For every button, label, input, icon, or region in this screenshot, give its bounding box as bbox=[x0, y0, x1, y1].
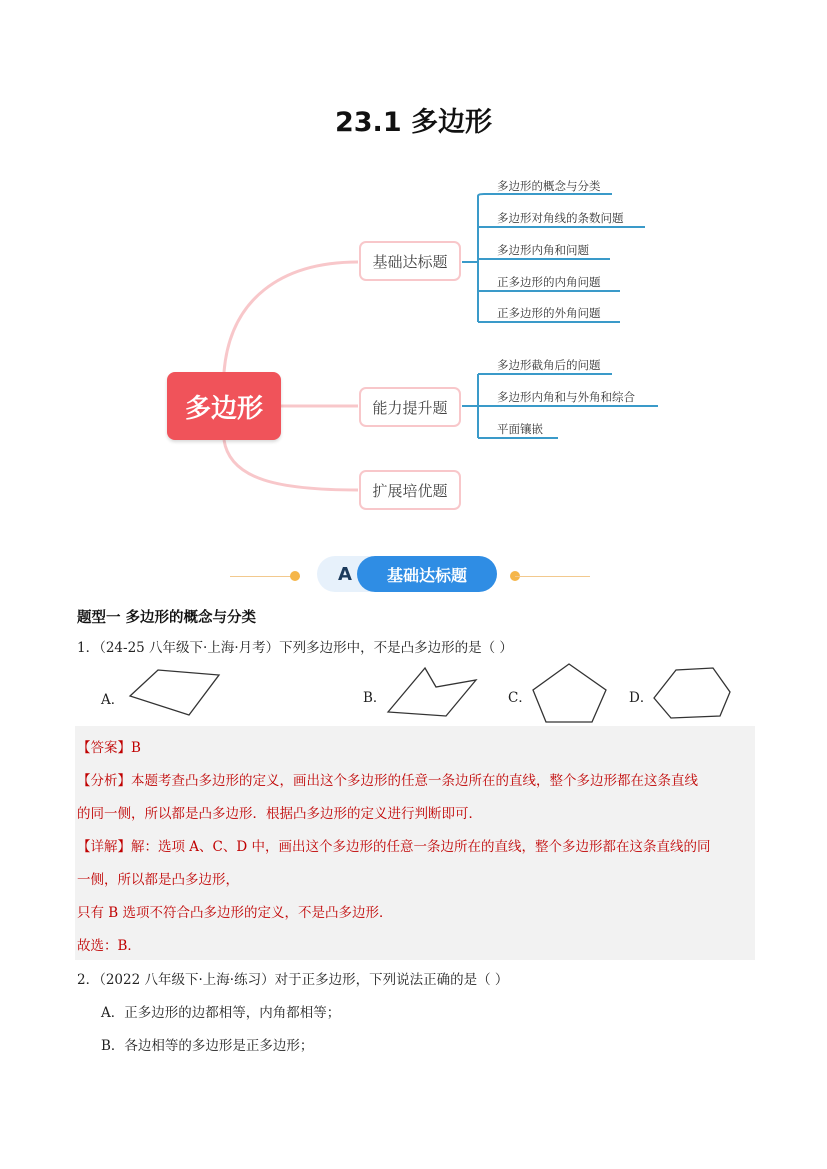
mind-map-branch-basic: 基础达标题 bbox=[359, 241, 461, 281]
choice-line: 故选：B． bbox=[77, 938, 141, 954]
q1-option-c-shape bbox=[528, 660, 612, 726]
q1-option-a-label: A． bbox=[101, 692, 125, 708]
mind-map-leaf: 多边形内角和与外角和综合 bbox=[497, 390, 635, 404]
q2-option-b: B．各边相等的多边形是正多边形； bbox=[101, 1038, 314, 1054]
connector-branch-3 bbox=[224, 440, 358, 490]
mind-map-leaf: 平面镶嵌 bbox=[497, 422, 543, 436]
banner-label: 基础达标题 bbox=[357, 556, 497, 592]
q1-option-d-label: D． bbox=[629, 690, 654, 706]
banner-letter: A bbox=[317, 556, 373, 592]
q1-option-b-label: B． bbox=[363, 690, 387, 706]
question-type-heading: 题型一 多边形的概念与分类 bbox=[77, 610, 257, 626]
q1-option-d-shape bbox=[648, 664, 734, 722]
question-1-stem: 1．（24-25 八年级下·上海·月考）下列多边形中，不是凸多边形的是（ ） bbox=[77, 640, 513, 656]
mind-map-center: 多边形 bbox=[167, 372, 281, 440]
mind-map-leaf: 正多边形的外角问题 bbox=[497, 306, 601, 320]
analysis-line-2: 的同一侧，所以都是凸多边形．根据凸多边形的定义进行判断即可． bbox=[77, 806, 482, 822]
q1-option-b-shape bbox=[383, 666, 483, 722]
banner-dot-left bbox=[290, 571, 300, 581]
mind-map-branch-ability: 能力提升题 bbox=[359, 387, 461, 427]
answer-line: 【答案】B bbox=[77, 740, 141, 756]
mind-map-branch-extension: 扩展培优题 bbox=[359, 470, 461, 510]
mind-map-leaf: 多边形的概念与分类 bbox=[497, 179, 601, 193]
mind-map-leaf: 多边形截角后的问题 bbox=[497, 358, 601, 372]
q1-option-a-shape bbox=[120, 666, 225, 720]
mind-map-leaf: 正多边形的内角问题 bbox=[497, 275, 601, 289]
banner-line-right bbox=[515, 576, 590, 577]
question-2-stem: 2．（2022 八年级下·上海·练习）对于正多边形，下列说法正确的是（ ） bbox=[77, 972, 509, 988]
detail-line-3: 只有 B 选项不符合凸多边形的定义，不是凸多边形． bbox=[77, 905, 393, 921]
q1-option-c-label: C． bbox=[508, 690, 532, 706]
analysis-line-1: 【分析】本题考查凸多边形的定义，画出这个多边形的任意一条边所在的直线，整个多边形都在这条直线 bbox=[77, 773, 698, 789]
connector-branch-1 bbox=[224, 262, 358, 372]
mind-map-leaf: 多边形对角线的条数问题 bbox=[497, 211, 624, 225]
leaf-line bbox=[478, 194, 612, 196]
mind-map-leaf: 多边形内角和问题 bbox=[497, 243, 589, 257]
page-title: 23.1 多边形 bbox=[334, 107, 493, 138]
detail-line-2: 一侧，所以都是凸多边形， bbox=[77, 872, 239, 888]
detail-line-1: 【详解】解：选项 A、C、D 中，画出这个多边形的任意一条边所在的直线，整个多边形都在这条直线的同 bbox=[77, 839, 711, 855]
q2-option-a: A．正多边形的边都相等，内角都相等； bbox=[101, 1005, 341, 1021]
